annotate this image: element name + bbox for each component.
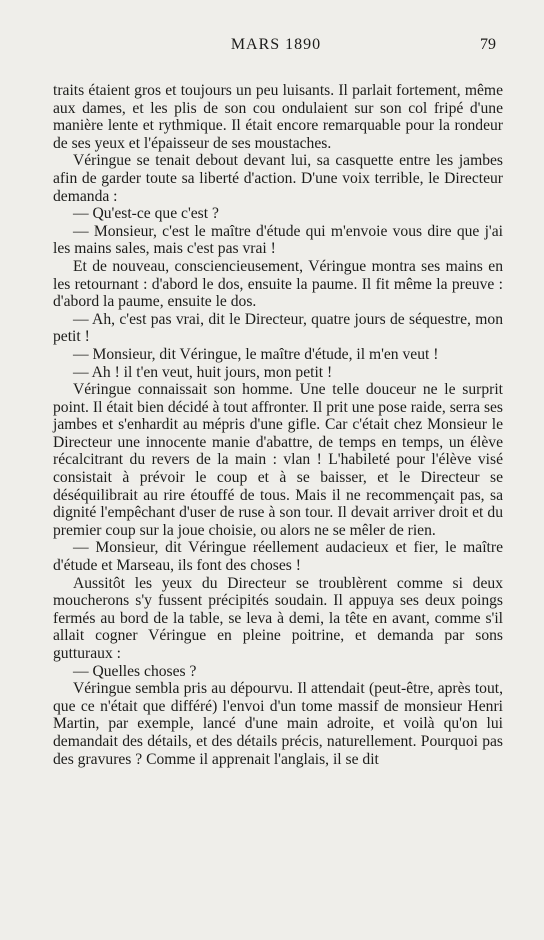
page-number: 79 (480, 36, 496, 53)
dialogue-line: — Monsieur, c'est le maître d'étude qui m'envoie vous dire que j'ai les mains sales, mais c'est pas vrai ! (53, 222, 503, 258)
dialogue-line: — Quelles choses ? (73, 662, 197, 680)
running-title: MARS 1890 (230, 36, 322, 53)
paragraph: Véringue connaissait son homme. Une telle douceur ne le surprit point. Il était bien décidé à tout affronter. Il prit une pose raide, serra ses jambes et s'enhardit au mépris d'une gifle. Car c'était chez Monsieur le Directeur une innocente manie d'abattre, de temps en temps, un élève récalcitrant du revers de la main : vlan ! L'habileté pour l'élève visé consistait à prévoir le coup et à se baisser, et le Directeur se déséquilibrait au rire étouffé de tous. Mais il ne recommençait pas, sa dignité l'empêchant d'user de ruse à son tour. Il devait arriver droit et du premier coup sur la joue choisie, ou alors ne se mêler de rien. (53, 381, 503, 539)
paragraph: Véringue sembla pris au dépourvu. Il attendait (peut-être, après tout, que ce n'était que différé) l'envoi d'un tome massif de monsieur Henri Martin, par exemple, lancé d'une main adroite, et voilà qu'on lui demandait des détails, et des détails précis, naturellement. Pourquoi pas des gravures ? Comme il apprenait l'anglais, il se dit (53, 680, 503, 768)
page-body (53, 82, 503, 768)
dialogue-line: — Monsieur, dit Véringue réellement audacieux et fier, le maître d'étude et Marseau, ils font des choses ! (53, 539, 503, 575)
paragraph: Véringue se tenait debout devant lui, sa casquette entre les jambes afin de garder toute sa liberté d'action. D'une voix terrible, le Directeur demanda : (53, 152, 503, 205)
page-header (56, 36, 496, 58)
dialogue-line: — Ah, c'est pas vrai, dit le Directeur, quatre jours de séquestre, mon petit ! (53, 310, 503, 346)
paragraph: Aussitôt les yeux du Directeur se troublèrent comme si deux moucherons s'y fussent précipités soudain. Il appuya ses deux poings fermés au bord de la table, se leva à demi, la tête en avant, comme s'il allait cogner Véringue en pleine poitrine, et demanda par sons gutturaux : (53, 574, 503, 662)
dialogue-line: — Ah ! il t'en veut, huit jours, mon petit ! (73, 363, 333, 381)
paragraph: Et de nouveau, consciencieusement, Véringue montra ses mains en les retournant : d'abord le dos, ensuite la paume. Il fit même la preuve : d'abord la paume, ensuite le dos. (53, 257, 503, 311)
dialogue-line: — Monsieur, dit Véringue, le maître d'étude, il m'en veut ! (73, 345, 439, 363)
dialogue-line: — Qu'est-ce que c'est ? (73, 205, 219, 223)
paragraph: traits étaient gros et toujours un peu luisants. Il parlait fortement, même aux dames, et les plis de son cou ondulaient sur son col fripé d'une manière lente et rythmique. Il était encore remarquable pour la rondeur de ses yeux et l'épaisseur de ses moustaches. (53, 82, 503, 152)
